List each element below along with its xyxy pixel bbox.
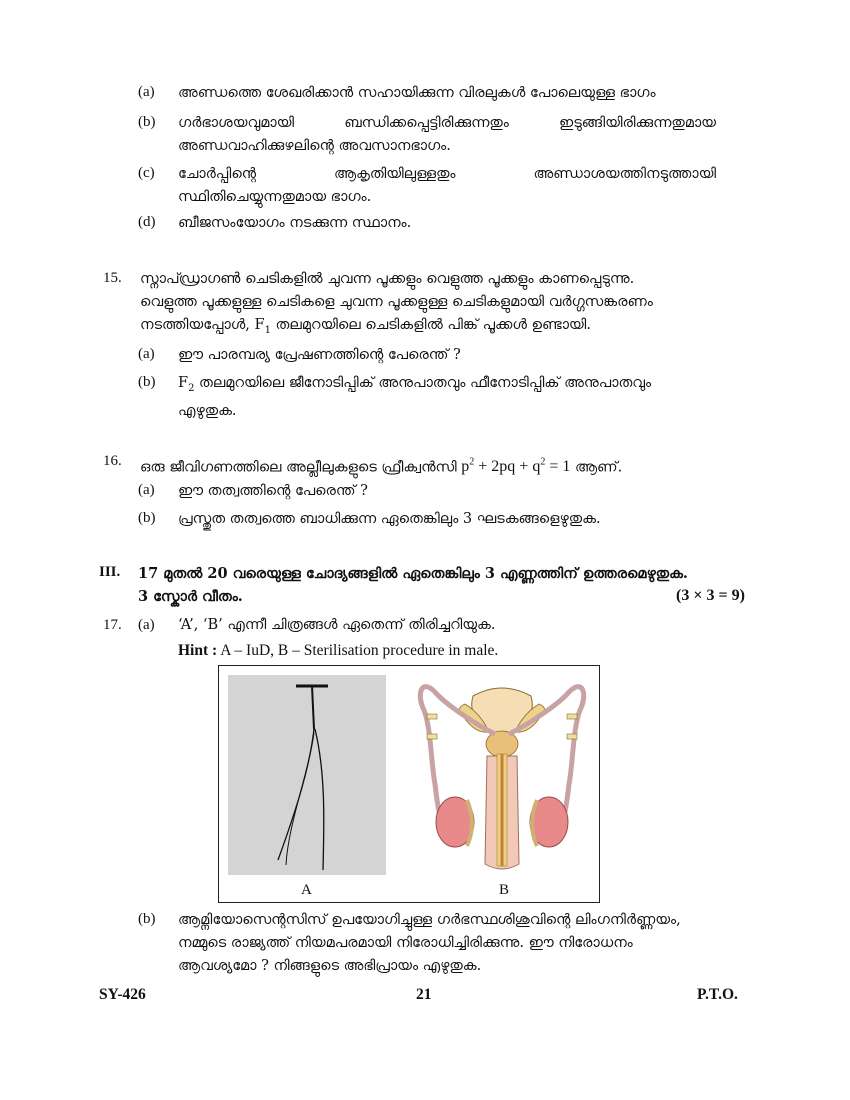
figure-a-caption: A (301, 882, 312, 898)
equation: = 1 (545, 458, 571, 476)
please-turn-over: P.T.O. (697, 986, 738, 1003)
hint-label: Hint : (178, 642, 218, 659)
option-label: (a) (138, 84, 155, 100)
option-label: (a) (138, 617, 155, 633)
hint (178, 642, 498, 660)
question-number: 16. (103, 453, 122, 469)
paper-code: SY-426 (99, 986, 146, 1003)
section-score-note: 3 സ്കോർ വീതം. (138, 588, 243, 605)
text-part: തലമുറയിലെ ചെടികളിൽ പിങ്ക് പൂക്കൾ ഉണ്ടായി. (270, 317, 591, 333)
option-text: ചോർപ്പിന്റെ ആകൃതിയിലുള്ളതും അണ്ഡാശയത്തിനടുത്തായി സ്ഥിതിചെയ്യുന്നതുമായ ഭാഗം. (178, 166, 716, 205)
superscript: 2 (469, 457, 475, 468)
subscript: 2 (188, 382, 195, 394)
text-part: തലമുറയിലെ ജീനോടിപ്പിക് അനുപാതവും ഫീനോടിപ്പിക് അനുപാതവും (194, 375, 652, 391)
option-text: ഗർഭാശയവുമായി ബന്ധിക്കപ്പെട്ടിരിക്കുന്നതും ഇടുങ്ങിയിരിക്കുന്നതുമായ അണ്ഡവാഹിക്കുഴലിന്റെ അവസാനഭാഗം. (178, 115, 716, 154)
iud-icon (228, 675, 386, 875)
question-number: 15. (103, 270, 122, 286)
question-line: സ്നാപ്ഡ്രാഗൺ ചെടികളിൽ ചുവന്ന പൂക്കളും വെളുത്ത പൂക്കളും കാണപ്പെടുന്നു. (140, 271, 635, 287)
option-text: ‘A’, ‘B’ എന്നീ ചിത്രങ്ങൾ ഏതെന്ന് തിരിച്ചറിയുക. (178, 617, 496, 633)
figure-box (218, 665, 600, 903)
text-part: നടത്തിയപ്പോൾ, F (140, 317, 265, 333)
equation: p (461, 458, 470, 476)
option-line: എഴുതുക. (178, 402, 237, 419)
question-line: വെളുത്ത പൂക്കളുള്ള ചെടികളെ ചുവന്ന പൂക്കളുള്ള ചെടികളുമായി വർഗ്ഗസങ്കരണം (140, 294, 653, 310)
option-label: (d) (138, 214, 156, 230)
option-label: (b) (138, 911, 156, 927)
option-label: (c) (138, 165, 155, 181)
option-label: (b) (138, 510, 156, 526)
male-reproductive-system-icon (415, 674, 589, 878)
option-line: ആമ്നിയോസെന്റസിസ് ഉപയോഗിച്ചുള്ള ഗർഭസ്ഥശിശുവിന്റെ ലിംഗനിർണ്ണയം, (178, 912, 681, 928)
option-text: അണ്ഡത്തെ ശേഖരിക്കാൻ സഹായിക്കുന്ന വിരലുകൾ പോലെയുള്ള ഭാഗം (178, 85, 656, 101)
option-label: (b) (138, 374, 156, 390)
option-text: ബീജസംയോഗം നടക്കുന്ന സ്ഥാനം. (178, 215, 412, 231)
question-text (140, 451, 720, 479)
section-instruction: 17 മുതൽ 20 വരെയുള്ള ചോദ്യങ്ങളിൽ ഏതെങ്കിലും 3 എണ്ണത്തിന് ഉത്തരമെഴുതുക. (138, 565, 688, 582)
figure-b-male-reproductive (415, 674, 589, 878)
subscript: 1 (264, 324, 271, 336)
question-number: 17. (103, 617, 122, 633)
option-line (178, 372, 716, 400)
option-line: ആവശ്യമോ ? നിങ്ങളുടെ അഭിപ്രായം എഴുതുക. (178, 958, 482, 974)
superscript: 2 (540, 457, 546, 468)
option-text: ഈ തത്വത്തിന്റെ പേരെന്ത് ? (178, 483, 368, 499)
option-text (178, 909, 716, 978)
option-label: (a) (138, 482, 155, 498)
option-line: നമ്മുടെ രാജ്യത്ത് നിയമപരമായി നിരോധിച്ചിരിക്കുന്നു. ഈ നിരോധനം (178, 935, 633, 951)
option-text: ഈ പാരമ്പര്യ പ്രേഷണത്തിന്റെ പേരെന്ത് ? (178, 347, 461, 363)
hint-text: A – IuD, B – Sterilisation procedure in male. (217, 642, 499, 659)
option-text (178, 372, 716, 423)
option-text: പ്രസ്തുത തത്വത്തെ ബാധിക്കുന്ന ഏതെങ്കിലും 3 ഘടകങ്ങളെഴുതുക. (178, 511, 601, 527)
section-marks: (3 × 3 = 9) (676, 587, 745, 604)
question-line (140, 314, 716, 342)
text-part: F (178, 375, 189, 391)
figure-b-caption: B (499, 882, 510, 898)
text-part: ഒരു ജീവിഗണത്തിലെ അല്ലീലുകളുടെ ഫ്രീക്വൻസി (140, 459, 462, 476)
equation: + 2pq + q (474, 458, 541, 476)
option-label: (a) (138, 346, 155, 362)
question-text (140, 268, 716, 342)
text-part: ആണ്. (570, 459, 623, 476)
section-roman-numeral: III. (99, 564, 121, 580)
option-label: (b) (138, 114, 156, 130)
figure-a-iud (228, 675, 386, 875)
page-number: 21 (416, 986, 432, 1003)
